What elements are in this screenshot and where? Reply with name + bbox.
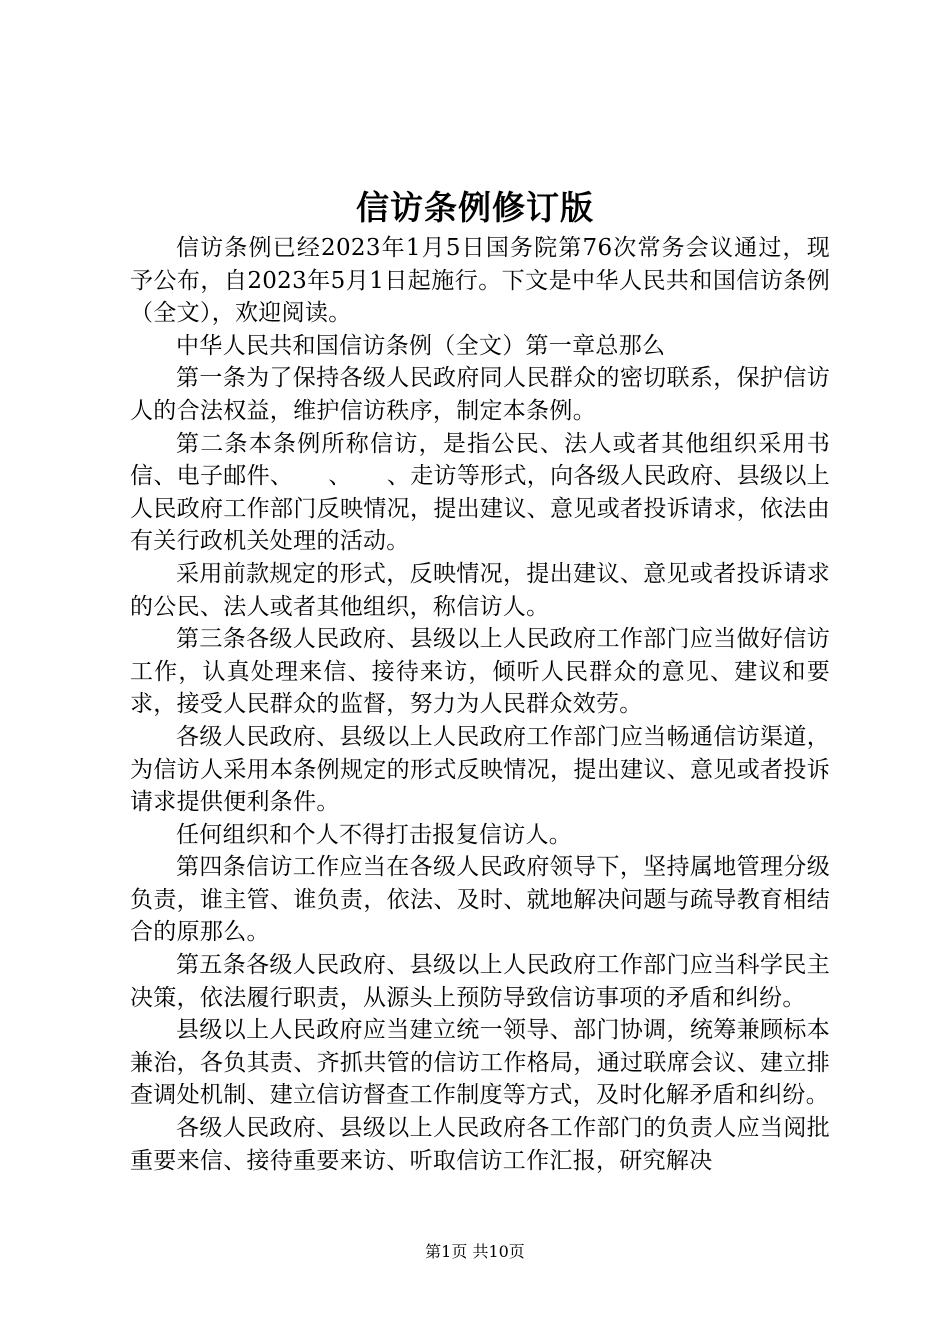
paragraph: 中华人民共和国信访条例（全文）第一章总那么 <box>176 332 666 359</box>
document-body <box>130 232 830 1177</box>
paragraph: 第四条信访工作应当在各级人民政府领导下，坚持属地管理分级负责，谁主管、谁负责，依法、及时、就地解决问题与疏导教育相结合的原那么。 <box>130 854 830 946</box>
page-number-footer: 第1页 共10页 <box>425 1242 525 1261</box>
paragraph: 信访条例已经2023年1月5日国务院第76次常务会议通过，现予公布，自2023年5月1日起施行。下文是中华人民共和国信访条例（全文），欢迎阅读。 <box>130 235 830 327</box>
paragraph: 各级人民政府、县级以上人民政府工作部门应当畅通信访渠道，为信访人采用本条例规定的形式反映情况，提出建议、意见或者投诉请求提供便利条件。 <box>130 723 830 816</box>
paragraph: 第三条各级人民政府、县级以上人民政府工作部门应当做好信访工作，认真处理来信、接待来访，倾听人民群众的意见、建议和要求，接受人民群众的监督，努力为人民群众效劳。 <box>130 626 830 718</box>
paragraph: 第二条本条例所称信访，是指公民、法人或者其他组织采用书信、电子邮件、 、 、走访等形式，向各级人民政府、县级以上人民政府工作部门反映情况，提出建议、意见或者投诉请求，依法由有关行政机关处理的活动。 <box>130 430 830 555</box>
paragraph: 任何组织和个人不得打击报复信访人。 <box>176 821 573 848</box>
paragraph: 第一条为了保持各级人民政府同人民群众的密切联系，保护信访人的合法权益，维护信访秩序，制定本条例。 <box>130 365 830 424</box>
paragraph: 各级人民政府、县级以上人民政府各工作部门的负责人应当阅批重要来信、接待重要来访、听取信访工作汇报，研究解决 <box>130 1115 830 1174</box>
paragraph: 县级以上人民政府应当建立统一领导、部门协调，统筹兼顾标本兼治，各负其责、齐抓共管的信访工作格局，通过联席会议、建立排查调处机制、建立信访督查工作制度等方式，及时化解矛盾和纠纷。 <box>130 1017 830 1109</box>
paragraph: 采用前款规定的形式，反映情况，提出建议、意见或者投诉请求的公民、法人或者其他组织，称信访人。 <box>130 560 830 620</box>
document-title: 信访条例修订版 <box>356 188 594 227</box>
paragraph: 第五条各级人民政府、县级以上人民政府工作部门应当科学民主决策，依法履行职责，从源头上预防导致信访事项的矛盾和纠纷。 <box>130 952 830 1011</box>
